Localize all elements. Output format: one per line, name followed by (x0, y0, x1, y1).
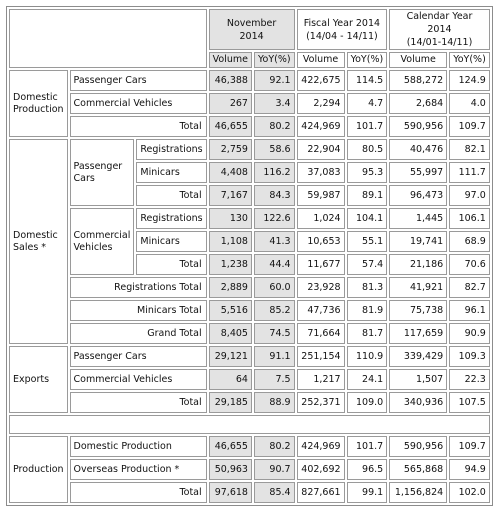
cell: 130 (209, 208, 252, 229)
cell: 1,445 (389, 208, 447, 229)
subheader-volume: Volume (209, 52, 252, 68)
cell: 99.1 (347, 482, 388, 503)
cell: 7,167 (209, 185, 252, 206)
cell: 94.9 (449, 459, 490, 480)
cell: 7.5 (254, 369, 295, 390)
cell: 114.5 (347, 70, 388, 91)
cell: 106.1 (449, 208, 490, 229)
cell: 46,655 (209, 116, 252, 137)
cell: 4.0 (449, 93, 490, 114)
cell: 70.6 (449, 254, 490, 275)
cell: 84.3 (254, 185, 295, 206)
cell: 40,476 (389, 139, 447, 160)
cell: 109.7 (449, 116, 490, 137)
cell: 3.4 (254, 93, 295, 114)
header-fiscal-year (297, 9, 388, 50)
cell: 590,956 (389, 436, 447, 457)
row-label: Commercial Vehicles (70, 369, 207, 390)
cell: 29,185 (209, 392, 252, 413)
cell: 50,963 (209, 459, 252, 480)
section-exports: Exports (9, 346, 68, 413)
cell: 90.7 (254, 459, 295, 480)
cell: 5,516 (209, 300, 252, 321)
row-label: Commercial Vehicles (70, 93, 207, 114)
cell: 116.2 (254, 162, 295, 183)
cell: 41.3 (254, 231, 295, 252)
cell: 80.5 (347, 139, 388, 160)
cell: 57.4 (347, 254, 388, 275)
cell: 117,659 (389, 323, 447, 344)
cell: 97.0 (449, 185, 490, 206)
cell: 2,759 (209, 139, 252, 160)
cell: 24.1 (347, 369, 388, 390)
cell: 422,675 (297, 70, 345, 91)
cell: 590,956 (389, 116, 447, 137)
cell: 96.1 (449, 300, 490, 321)
cell: 55.1 (347, 231, 388, 252)
cell: 4.7 (347, 93, 388, 114)
production-sales-table (6, 6, 493, 506)
cell: 89.1 (347, 185, 388, 206)
cell: 97,618 (209, 482, 252, 503)
subsection-commercial-vehicles: Commercial Vehicles (70, 208, 135, 275)
table-row (9, 277, 490, 298)
subheader-volume: Volume (389, 52, 447, 68)
header-calendar-year (389, 9, 490, 50)
cell: 46,655 (209, 436, 252, 457)
cell: 91.1 (254, 346, 295, 367)
row-label: Registrations (136, 208, 206, 229)
cell: 60.0 (254, 277, 295, 298)
cell: 88.9 (254, 392, 295, 413)
cell: 2,684 (389, 93, 447, 114)
cell: 68.9 (449, 231, 490, 252)
cell: 90.9 (449, 323, 490, 344)
cell: 21,186 (389, 254, 447, 275)
cell: 82.7 (449, 277, 490, 298)
cell: 10,653 (297, 231, 345, 252)
cell: 85.2 (254, 300, 295, 321)
cell: 101.7 (347, 436, 388, 457)
cell: 827,661 (297, 482, 345, 503)
cell: 96.5 (347, 459, 388, 480)
row-label: Total (136, 254, 206, 275)
subheader-yoy: YoY(%) (347, 52, 388, 68)
section-production: Production (9, 436, 68, 503)
separator-cell (9, 415, 490, 434)
row-label: Passenger Cars (70, 70, 207, 91)
table-row (9, 482, 490, 503)
cell: 109.0 (347, 392, 388, 413)
cell: 80.2 (254, 116, 295, 137)
cell: 1,507 (389, 369, 447, 390)
row-label: Domestic Production (70, 436, 207, 457)
corner-cell (9, 9, 207, 68)
cell: 81.7 (347, 323, 388, 344)
cell: 81.3 (347, 277, 388, 298)
table-row (9, 139, 490, 160)
header-row (9, 9, 490, 50)
table-row (9, 436, 490, 457)
row-label: Minicars (136, 162, 206, 183)
cell: 402,692 (297, 459, 345, 480)
cell: 11,677 (297, 254, 345, 275)
cell: 565,868 (389, 459, 447, 480)
cell: 55,997 (389, 162, 447, 183)
cell: 252,371 (297, 392, 345, 413)
cell: 588,272 (389, 70, 447, 91)
row-label: Grand Total (70, 323, 207, 344)
cell: 85.4 (254, 482, 295, 503)
subheader-yoy: YoY(%) (449, 52, 490, 68)
table-wrapper (6, 6, 493, 506)
cell: 424,969 (297, 436, 345, 457)
header-november-text: November 2014 (226, 17, 277, 42)
cell: 8,405 (209, 323, 252, 344)
cell: 109.7 (449, 436, 490, 457)
row-label: Registrations (136, 139, 206, 160)
cell: 122.6 (254, 208, 295, 229)
subheader-yoy: YoY(%) (254, 52, 295, 68)
cell: 339,429 (389, 346, 447, 367)
cell: 74.5 (254, 323, 295, 344)
cell: 80.2 (254, 436, 295, 457)
row-label: Passenger Cars (70, 346, 207, 367)
row-label: Total (70, 482, 207, 503)
cell: 1,156,824 (389, 482, 447, 503)
cell: 81.9 (347, 300, 388, 321)
cell: 340,936 (389, 392, 447, 413)
row-label: Minicars Total (70, 300, 207, 321)
subsection-passenger-cars: Passenger Cars (70, 139, 135, 206)
cell: 59,987 (297, 185, 345, 206)
cell: 22.3 (449, 369, 490, 390)
cell: 95.3 (347, 162, 388, 183)
table-row (9, 369, 490, 390)
header-november (209, 9, 295, 50)
cell: 29,121 (209, 346, 252, 367)
subheader-volume: Volume (297, 52, 345, 68)
row-label: Minicars (136, 231, 206, 252)
section-domestic-sales: Domestic Sales * (9, 139, 68, 344)
cell: 96,473 (389, 185, 447, 206)
cell: 75,738 (389, 300, 447, 321)
cell: 92.1 (254, 70, 295, 91)
cell: 44.4 (254, 254, 295, 275)
table-row (9, 392, 490, 413)
table-row (9, 70, 490, 91)
table-row (9, 208, 490, 229)
cell: 110.9 (347, 346, 388, 367)
cell: 2,294 (297, 93, 345, 114)
cell: 104.1 (347, 208, 388, 229)
cell: 82.1 (449, 139, 490, 160)
cell: 251,154 (297, 346, 345, 367)
header-calendar-year-text: Calendar Year 2014 (14/01-14/11) (406, 11, 473, 48)
cell: 2,889 (209, 277, 252, 298)
table-row (9, 459, 490, 480)
cell: 71,664 (297, 323, 345, 344)
cell: 124.9 (449, 70, 490, 91)
table-row (9, 346, 490, 367)
row-label: Total (70, 392, 207, 413)
cell: 22,904 (297, 139, 345, 160)
table-row (9, 323, 490, 344)
separator-row (9, 415, 490, 434)
cell: 46,388 (209, 70, 252, 91)
cell: 109.3 (449, 346, 490, 367)
cell: 102.0 (449, 482, 490, 503)
cell: 107.5 (449, 392, 490, 413)
row-label: Total (136, 185, 206, 206)
cell: 1,238 (209, 254, 252, 275)
cell: 1,217 (297, 369, 345, 390)
cell: 4,408 (209, 162, 252, 183)
cell: 111.7 (449, 162, 490, 183)
cell: 19,741 (389, 231, 447, 252)
cell: 41,921 (389, 277, 447, 298)
cell: 23,928 (297, 277, 345, 298)
cell: 101.7 (347, 116, 388, 137)
cell: 1,108 (209, 231, 252, 252)
cell: 267 (209, 93, 252, 114)
cell: 37,083 (297, 162, 345, 183)
row-label: Total (70, 116, 207, 137)
section-domestic-production: Domestic Production (9, 70, 68, 137)
cell: 1,024 (297, 208, 345, 229)
cell: 64 (209, 369, 252, 390)
row-label: Registrations Total (70, 277, 207, 298)
table-row (9, 300, 490, 321)
cell: 47,736 (297, 300, 345, 321)
cell: 58.6 (254, 139, 295, 160)
row-label: Overseas Production * (70, 459, 207, 480)
header-fiscal-year-text: Fiscal Year 2014 (14/04 - 14/11) (303, 17, 381, 42)
table-row (9, 93, 490, 114)
table-row (9, 116, 490, 137)
cell: 424,969 (297, 116, 345, 137)
